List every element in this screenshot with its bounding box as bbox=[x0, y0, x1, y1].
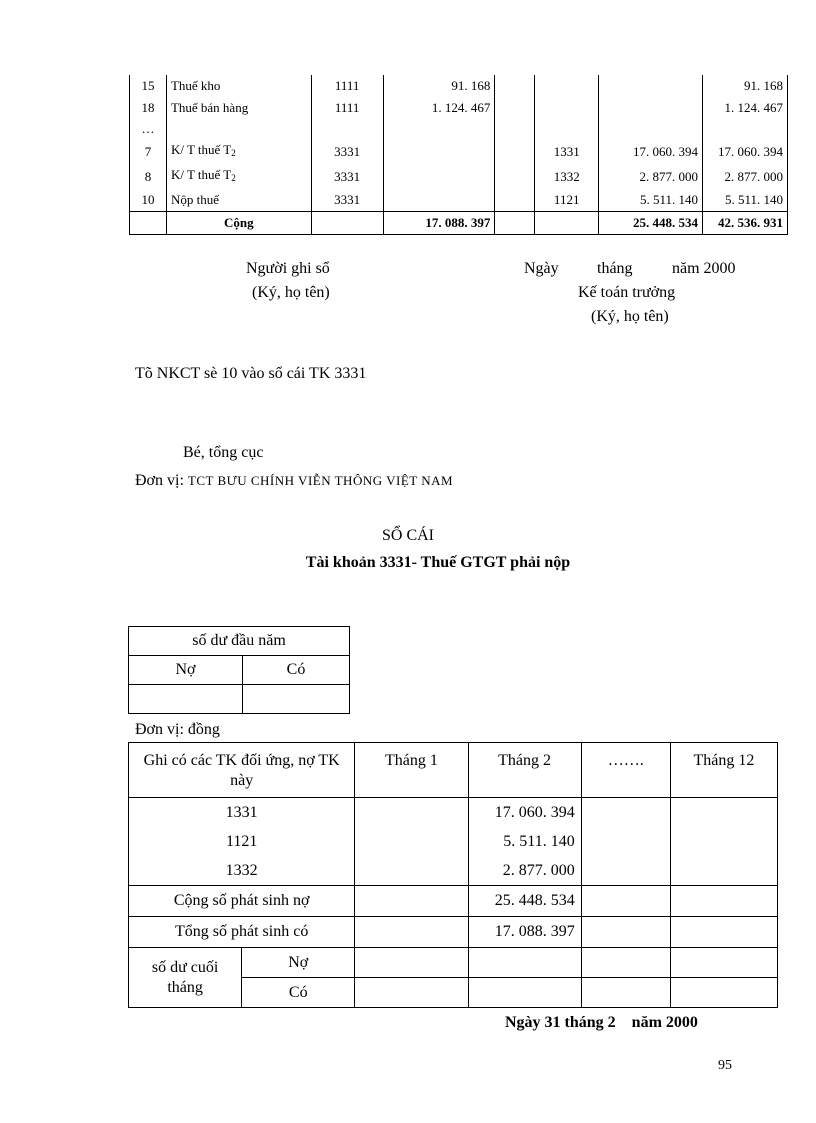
table-row bbox=[130, 139, 788, 164]
row-description: Thuế kho bbox=[166, 75, 311, 97]
sum-debit-label: Cộng số phát sinh nợ bbox=[129, 886, 355, 917]
total-credit: 25. 448. 534 bbox=[599, 212, 703, 235]
row-credit bbox=[599, 119, 703, 139]
closing-date: Ngày 31 tháng 2 năm 2000 bbox=[505, 1014, 698, 1031]
row-account: 3331 bbox=[311, 164, 383, 189]
account-code: 1331 bbox=[129, 798, 355, 828]
row-balance bbox=[703, 119, 788, 139]
row-number: 7 bbox=[130, 139, 167, 164]
row-balance: 91. 168 bbox=[703, 75, 788, 97]
row-spacer bbox=[495, 75, 535, 97]
row-debit: 91. 168 bbox=[383, 75, 495, 97]
row-balance: 5. 511. 140 bbox=[703, 189, 788, 212]
ministry-label: Bé, tổng cục bbox=[183, 444, 264, 461]
row-account: 3331 bbox=[311, 189, 383, 212]
row-number: 8 bbox=[130, 164, 167, 189]
opening-debit-value bbox=[129, 685, 243, 714]
row-contra-account: 1121 bbox=[535, 189, 599, 212]
row-number: … bbox=[130, 119, 167, 139]
header-ellipsis: ……. bbox=[581, 743, 670, 798]
row-spacer bbox=[495, 97, 535, 119]
opening-credit-value bbox=[243, 685, 350, 714]
table-row bbox=[129, 856, 778, 886]
row-contra-account: 1332 bbox=[535, 164, 599, 189]
row-contra-account bbox=[535, 75, 599, 97]
chief-accountant-label: Kế toán trưởng bbox=[578, 284, 676, 301]
ledger-title: SỔ CÁI bbox=[381, 527, 434, 544]
opening-balance-table bbox=[128, 626, 350, 714]
row-account: 1111 bbox=[311, 75, 383, 97]
table-row bbox=[129, 827, 778, 856]
account-code: 1332 bbox=[129, 856, 355, 886]
row-credit: 5. 511. 140 bbox=[599, 189, 703, 212]
row-contra-account bbox=[535, 97, 599, 119]
row-spacer bbox=[495, 139, 535, 164]
row-balance: 2. 877. 000 bbox=[703, 164, 788, 189]
row-description: K/ T thuế $T_2$ bbox=[166, 139, 311, 164]
table-row bbox=[129, 798, 778, 828]
currency-unit: Đơn vị: đồng bbox=[135, 721, 220, 738]
row-spacer bbox=[495, 189, 535, 212]
row-credit bbox=[599, 97, 703, 119]
chief-sign-note: (Ký, họ tên) bbox=[591, 308, 669, 325]
opening-balance-title: số dư đầu năm bbox=[129, 627, 350, 656]
row-balance: 1. 124. 467 bbox=[703, 97, 788, 119]
unit-label: Đơn vị: bbox=[135, 472, 184, 489]
row-description: Nộp thuế bbox=[166, 189, 311, 212]
month-2-value: 5. 511. 140 bbox=[468, 827, 581, 856]
header-contra-accounts: Ghi có các TK đối ứng, nợ TK này bbox=[129, 743, 355, 798]
sum-debit-row bbox=[129, 886, 778, 917]
row-description: K/ T thuế $T_2$ bbox=[166, 164, 311, 189]
closing-credit-label: Có bbox=[242, 978, 355, 1008]
row-account: 1111 bbox=[311, 97, 383, 119]
row-number: 15 bbox=[130, 75, 167, 97]
page-number: 95 bbox=[718, 1058, 732, 1073]
row-debit: 1. 124. 467 bbox=[383, 97, 495, 119]
header-month-2: Tháng 2 bbox=[468, 743, 581, 798]
row-spacer bbox=[495, 119, 535, 139]
row-credit: 2. 877. 000 bbox=[599, 164, 703, 189]
unit-name: TCT BƯU CHÍNH VIỄN THÔNG VIỆT NAM bbox=[187, 473, 454, 488]
header-month-12: Tháng 12 bbox=[670, 743, 777, 798]
row-balance: 17. 060. 394 bbox=[703, 139, 788, 164]
row-description: Thuế bán hàng bbox=[166, 97, 311, 119]
sum-credit-month-2: 17. 088. 397 bbox=[468, 917, 581, 948]
closing-debit-label: Nợ bbox=[242, 948, 355, 978]
row-number: 18 bbox=[130, 97, 167, 119]
sum-debit-month-2: 25. 448. 534 bbox=[468, 886, 581, 917]
unit-line bbox=[135, 472, 453, 490]
closing-balance-label: số dư cuối tháng bbox=[129, 948, 242, 1008]
row-account bbox=[311, 119, 383, 139]
row-description bbox=[166, 119, 311, 139]
writer-label: Người ghi sổ bbox=[246, 260, 330, 277]
row-spacer bbox=[495, 164, 535, 189]
ledger-table bbox=[128, 742, 778, 1008]
writer-sign-note: (Ký, họ tên) bbox=[252, 284, 330, 301]
ledger-subtitle: Tài khoản 3331- Thuế GTGT phải nộp bbox=[305, 554, 571, 571]
table-row bbox=[130, 97, 788, 119]
total-debit: 17. 088. 397 bbox=[383, 212, 495, 235]
row-debit bbox=[383, 164, 495, 189]
month-2-value: 17. 060. 394 bbox=[468, 798, 581, 828]
table-row bbox=[130, 189, 788, 212]
table-row bbox=[130, 164, 788, 189]
sum-credit-row bbox=[129, 917, 778, 948]
journal-table bbox=[129, 75, 788, 235]
date-year: năm 2000 bbox=[672, 260, 736, 277]
row-contra-account: 1331 bbox=[535, 139, 599, 164]
row-number: 10 bbox=[130, 189, 167, 212]
row-contra-account bbox=[535, 119, 599, 139]
opening-credit-header: Có bbox=[243, 656, 350, 685]
opening-debit-header: Nợ bbox=[129, 656, 243, 685]
total-label: Cộng bbox=[166, 212, 311, 235]
closing-debit-row bbox=[129, 948, 778, 978]
total-row bbox=[130, 212, 788, 235]
sum-credit-label: Tổng số phát sinh có bbox=[129, 917, 355, 948]
total-balance: 42. 536. 931 bbox=[703, 212, 788, 235]
account-code: 1121 bbox=[129, 827, 355, 856]
table-row bbox=[130, 75, 788, 97]
row-credit: 17. 060. 394 bbox=[599, 139, 703, 164]
date-month: tháng bbox=[597, 260, 633, 277]
header-month-1: Tháng 1 bbox=[355, 743, 468, 798]
transfer-note: Tõ NKCT sè 10 vào sổ cái TK 3331 bbox=[135, 365, 367, 382]
month-2-value: 2. 877. 000 bbox=[468, 856, 581, 886]
date-day: Ngày bbox=[524, 260, 559, 277]
row-debit bbox=[383, 119, 495, 139]
row-debit bbox=[383, 139, 495, 164]
row-account: 3331 bbox=[311, 139, 383, 164]
row-credit bbox=[599, 75, 703, 97]
table-row bbox=[130, 119, 788, 139]
row-debit bbox=[383, 189, 495, 212]
